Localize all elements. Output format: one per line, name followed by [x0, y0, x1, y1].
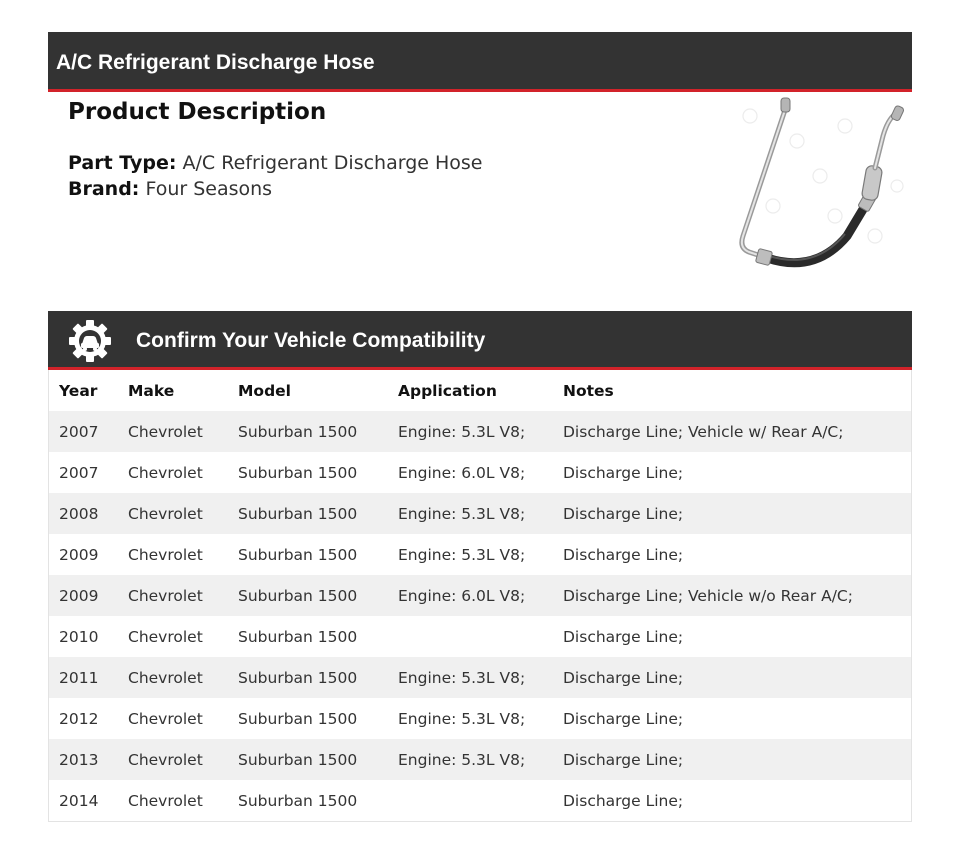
column-header-make: Make — [128, 381, 175, 400]
cell-model: Suburban 1500 — [238, 627, 358, 646]
cell-make: Chevrolet — [128, 791, 203, 810]
cell-model: Suburban 1500 — [238, 504, 358, 523]
cell-make: Chevrolet — [128, 463, 203, 482]
table-row — [49, 780, 912, 822]
cell-application: Engine: 5.3L V8; — [398, 750, 526, 769]
cell-notes: Discharge Line; — [563, 750, 684, 769]
table-row — [49, 739, 912, 780]
cell-model: Suburban 1500 — [238, 709, 358, 728]
cell-notes: Discharge Line; — [563, 791, 684, 810]
column-header-application: Application — [398, 381, 497, 400]
table-row — [49, 616, 912, 657]
product-title-banner — [48, 32, 912, 92]
compatibility-banner — [48, 311, 912, 370]
cell-application: Engine: 5.3L V8; — [398, 709, 526, 728]
cell-make: Chevrolet — [128, 545, 203, 564]
cell-make: Chevrolet — [128, 586, 203, 605]
cell-model: Suburban 1500 — [238, 463, 358, 482]
cell-year: 2013 — [59, 750, 99, 769]
cell-year: 2007 — [59, 463, 99, 482]
cell-notes: Discharge Line; — [563, 709, 684, 728]
cell-application: Engine: 5.3L V8; — [398, 504, 526, 523]
description-details — [68, 150, 483, 202]
cell-model: Suburban 1500 — [238, 422, 358, 441]
cell-application — [388, 616, 553, 657]
cell-year: 2008 — [59, 504, 99, 523]
cell-model: Suburban 1500 — [238, 791, 358, 810]
cell-make: Chevrolet — [128, 504, 203, 523]
gear-car-icon — [68, 319, 112, 363]
brand-line — [68, 176, 483, 202]
cell-model: Suburban 1500 — [238, 586, 358, 605]
description-heading: Product Description — [68, 99, 327, 125]
table-row — [49, 657, 912, 698]
part-type-value: A/C Refrigerant Discharge Hose — [182, 152, 483, 174]
cell-notes: Discharge Line; — [563, 545, 684, 564]
cell-notes: Discharge Line; — [563, 504, 684, 523]
column-header-notes: Notes — [563, 381, 614, 400]
cell-year: 2012 — [59, 709, 99, 728]
cell-application: Engine: 5.3L V8; — [398, 545, 526, 564]
cell-application: Engine: 5.3L V8; — [398, 668, 526, 687]
cell-make: Chevrolet — [128, 627, 203, 646]
cell-model: Suburban 1500 — [238, 668, 358, 687]
discharge-hose-image — [725, 96, 910, 276]
part-type-line — [68, 150, 483, 176]
cell-notes: Discharge Line; Vehicle w/o Rear A/C; — [563, 586, 853, 605]
table-row — [49, 534, 912, 575]
table-row — [49, 452, 912, 493]
product-title: A/C Refrigerant Discharge Hose — [56, 51, 375, 74]
cell-year: 2011 — [59, 668, 99, 687]
table-row — [49, 698, 912, 739]
cell-notes: Discharge Line; Vehicle w/ Rear A/C; — [563, 422, 844, 441]
brand-value: Four Seasons — [145, 178, 273, 200]
cell-year: 2009 — [59, 545, 99, 564]
brand-label: Brand: — [68, 178, 140, 200]
cell-notes: Discharge Line; — [563, 668, 684, 687]
cell-application — [388, 780, 553, 822]
cell-year: 2007 — [59, 422, 99, 441]
product-description — [68, 96, 483, 202]
table-row — [49, 575, 912, 616]
cell-make: Chevrolet — [128, 750, 203, 769]
cell-model: Suburban 1500 — [238, 750, 358, 769]
cell-model: Suburban 1500 — [238, 545, 358, 564]
cell-notes: Discharge Line; — [563, 627, 684, 646]
cell-application: Engine: 5.3L V8; — [398, 422, 526, 441]
table-row — [49, 411, 912, 452]
column-header-model: Model — [238, 381, 291, 400]
table-row — [49, 493, 912, 534]
cell-make: Chevrolet — [128, 422, 203, 441]
cell-notes: Discharge Line; — [563, 463, 684, 482]
cell-application: Engine: 6.0L V8; — [398, 463, 526, 482]
cell-year: 2009 — [59, 586, 99, 605]
cell-year: 2010 — [59, 627, 99, 646]
part-type-label: Part Type: — [68, 152, 177, 174]
cell-make: Chevrolet — [128, 668, 203, 687]
compatibility-title: Confirm Your Vehicle Compatibility — [136, 329, 486, 352]
cell-year: 2014 — [59, 791, 99, 810]
cell-make: Chevrolet — [128, 709, 203, 728]
compatibility-table — [48, 370, 912, 822]
column-header-year: Year — [59, 381, 98, 400]
table-header-row — [49, 370, 912, 411]
cell-application: Engine: 6.0L V8; — [398, 586, 526, 605]
